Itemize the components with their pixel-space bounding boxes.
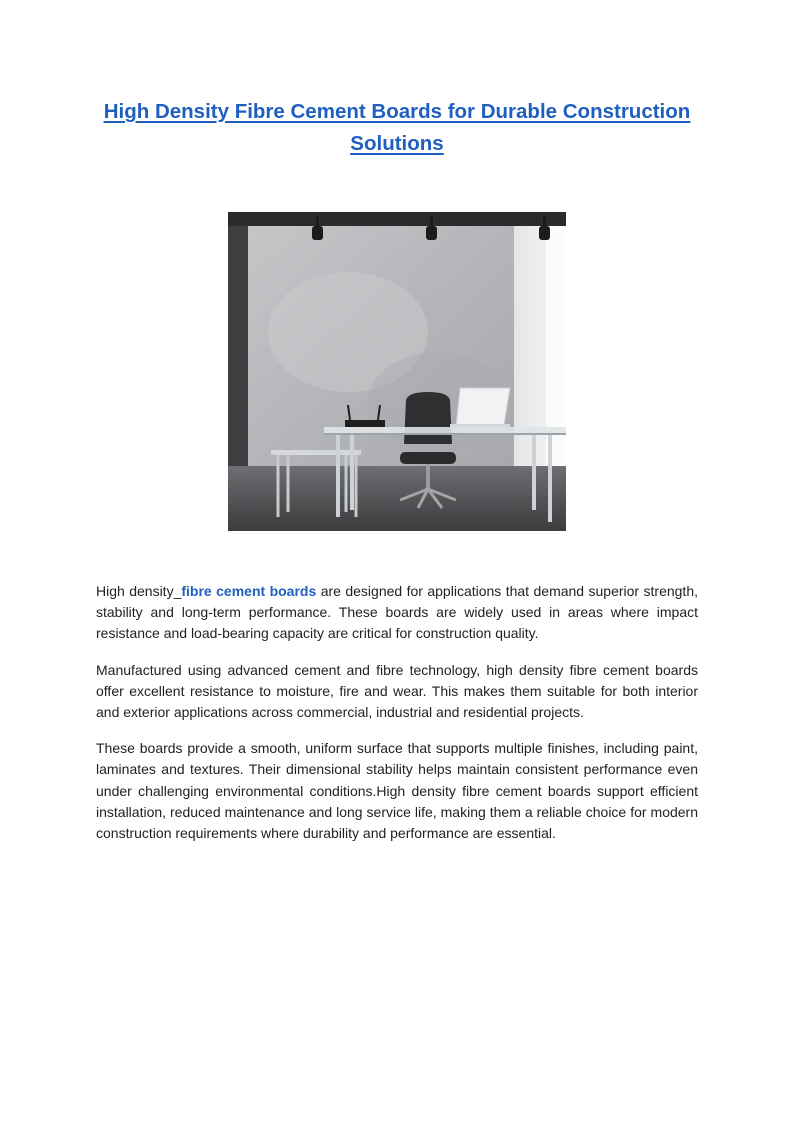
office-interior-photo (228, 212, 566, 531)
paragraph-1: High density_fibre cement boards are designed for applications that demand superior strength, stability and long-term performance. These boards are widely used in areas where impact resistance and load-bearing capacity are critical for construction quality. (96, 583, 698, 642)
paragraph-2: Manufactured using advanced cement and fibre technology, high density fibre cement boards offer excellent resistance to moisture, fire and wear. This makes them suitable for both interior and exterior applications across commercial, industrial and residential projects. (96, 661, 698, 721)
page-title (96, 96, 698, 160)
paragraph-1-rest: are designed for applications that demand superior strength, stability and long-term performance. These boards are widely used in areas where impact resistance and load-bearing capacity are critical for construction quality. (96, 583, 698, 642)
paragraph-1-lead: High density (96, 583, 174, 599)
article-body (96, 581, 698, 859)
paragraph-3: These boards provide a smooth, uniform surface that supports multiple finishes, including paint, laminates and textures. Their dimensional stability helps maintain consistent performance even under challenging environmental conditions.High density fibre cement boards support efficient installation, reduced maintenance and long service life, making them a reliable choice for modern construction requirements where durability and performance are essential. (96, 740, 698, 842)
title-link[interactable]: High Density Fibre Cement Boards for Durable Construction Solutions (103, 100, 691, 155)
hero-image (228, 212, 566, 531)
fibre-cement-boards-link[interactable]: fibre cement boards (181, 583, 317, 599)
